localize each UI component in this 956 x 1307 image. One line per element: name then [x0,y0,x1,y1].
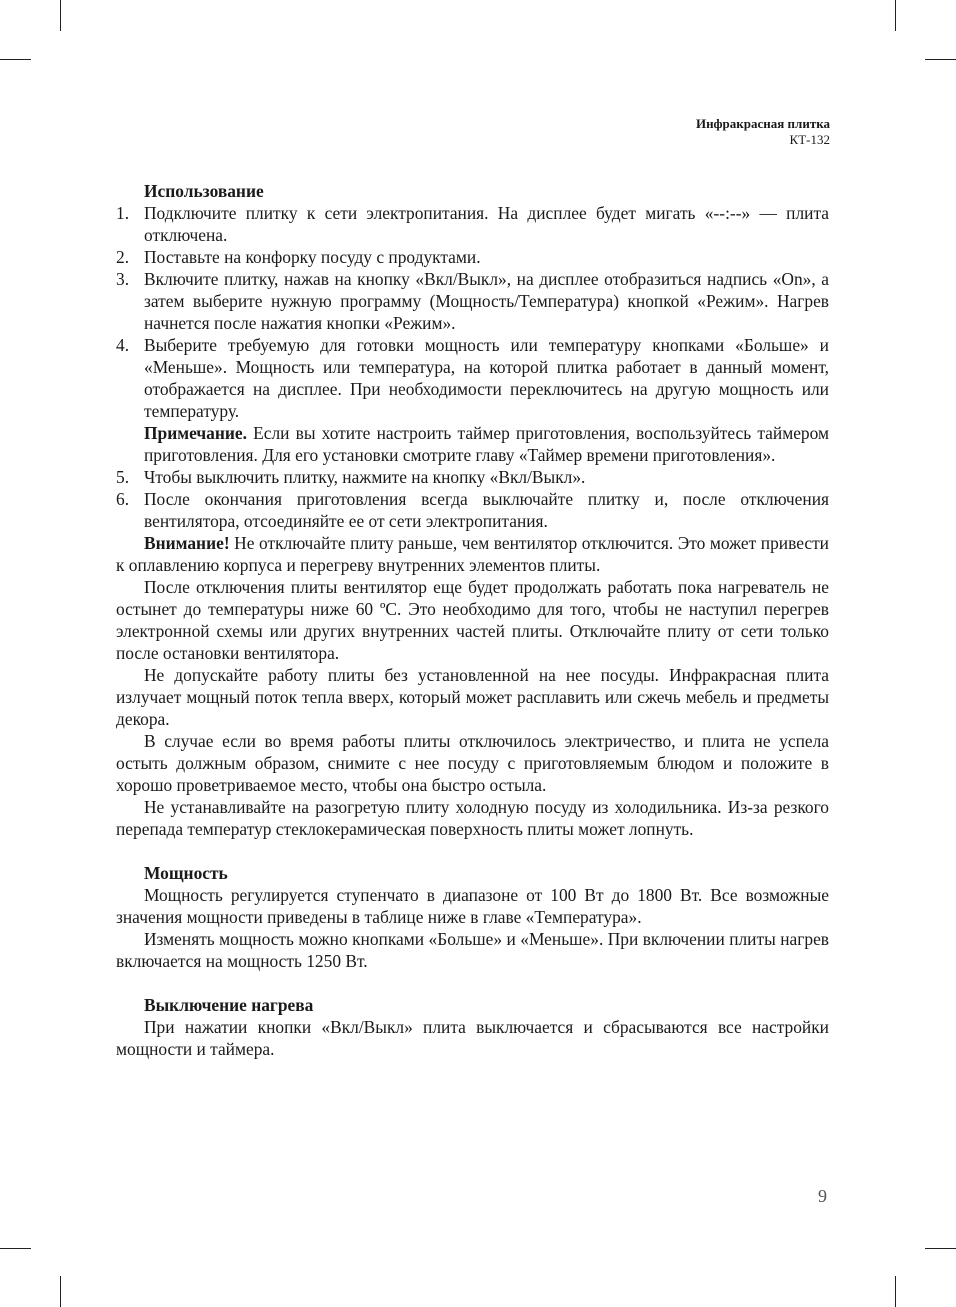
warning-label: Внимание! [144,533,230,553]
crop-mark [895,0,896,31]
crop-mark [60,0,61,31]
list-text: Поставьте на конфорку посуду с продуктами. [144,247,481,267]
section-heading-heat-off: Выключение нагрева [144,995,314,1015]
body-paragraph: Мощность регулируется ступенчато в диапазоне от 100 Вт до 1800 Вт. Все возможные значения мощности приведены в таблице ниже в главе «Температура». [116,885,829,927]
crop-mark [0,59,31,60]
list-number: 3. [116,269,130,289]
list-item [116,246,829,268]
warning-paragraph [116,532,829,576]
note-text: Если вы хотите настроить таймер приготовления, воспользуйтесь таймером приготовления. Для его установки смотрите главу «Таймер времени приготовления». [144,423,829,465]
crop-mark [0,1248,31,1249]
list-text: После окончания приготовления всегда выключайте плитку и, после отключения вентилятора, отсоединяйте ее от сети электропитания. [144,489,829,531]
note-paragraph [116,422,829,466]
body-paragraph: Изменять мощность можно кнопками «Больше» и «Меньше». При включении плиты нагрев включается на мощность 1250 Вт. [116,929,829,971]
crop-mark [60,1276,61,1307]
list-item [116,466,829,488]
crop-mark [925,59,956,60]
body-paragraph: Не устанавливайте на разогретую плиту холодную посуду из холодильника. Из-за резкого перепада температур стеклокерамическая поверхность плиты может лопнуть. [116,797,829,839]
page-content [116,180,829,1060]
list-text: Чтобы выключить плитку, нажмите на кнопку «Вкл/Выкл». [144,467,586,487]
list-item [116,268,829,334]
list-text: Включите плитку, нажав на кнопку «Вкл/Выкл», на дисплее отобразиться надпись «On», а затем выберите нужную программу (Мощность/Температура) кнопкой «Режим». Нагрев начнется после нажатия кнопки «Режим». [144,269,829,333]
warning-text: Не отключайте плиту раньше, чем вентилятор отключится. Это может привести к оплавлению корпуса и перегреву внутренних элементов плиты. [116,533,829,575]
list-number: 1. [116,203,130,223]
crop-mark [895,1276,896,1307]
list-item [116,488,829,532]
note-label: Примечание. [144,423,247,443]
list-text: Выберите требуемую для готовки мощность или температуру кнопками «Больше» и «Меньше». Мощность или температура, на которой плитка работает в данный момент, отображается на дисплее. При необходимости переключитесь на другую мощность или температуру. [144,335,829,421]
list-number: 4. [116,335,130,355]
list-number: 5. [116,467,130,487]
section-heading-usage: Использование [144,181,264,201]
list-item [116,202,829,246]
running-header [696,116,830,148]
body-paragraph: В случае если во время работы плиты отключилось электричество, и плита не успела остыть должным образом, снимите с нее посуду с приготовляемым блюдом и положите в хорошо проветриваемое место, чтобы она быстро остыла. [116,731,829,795]
page-number: 9 [818,1186,827,1206]
body-paragraph: При нажатии кнопки «Вкл/Выкл» плита выключается и сбрасываются все настройки мощности и таймера. [116,1017,829,1059]
section-heading-power: Мощность [144,863,228,883]
header-model: КТ-132 [789,132,830,147]
crop-mark [925,1248,956,1249]
list-text: Подключите плитку к сети электропитания. На дисплее будет мигать «--:--» — плита отключена. [144,203,829,245]
list-number: 2. [116,247,130,267]
body-paragraph: Не допускайте работу плиты без установленной на нее посуды. Инфракрасная плита излучает мощный поток тепла вверх, который может расплавить или сжечь мебель и предметы декора. [116,665,829,729]
list-number: 6. [116,489,130,509]
list-item [116,334,829,422]
body-paragraph: После отключения плиты вентилятор еще будет продолжать работать пока нагреватель не остынет до температуры ниже 60 ºС. Это необходимо для того, чтобы не наступил перегрев электронной схемы или других внутренних частей плиты. Отключайте плиту от сети только после остановки вентилятора. [116,577,829,663]
header-title: Инфракрасная плитка [695,116,830,131]
